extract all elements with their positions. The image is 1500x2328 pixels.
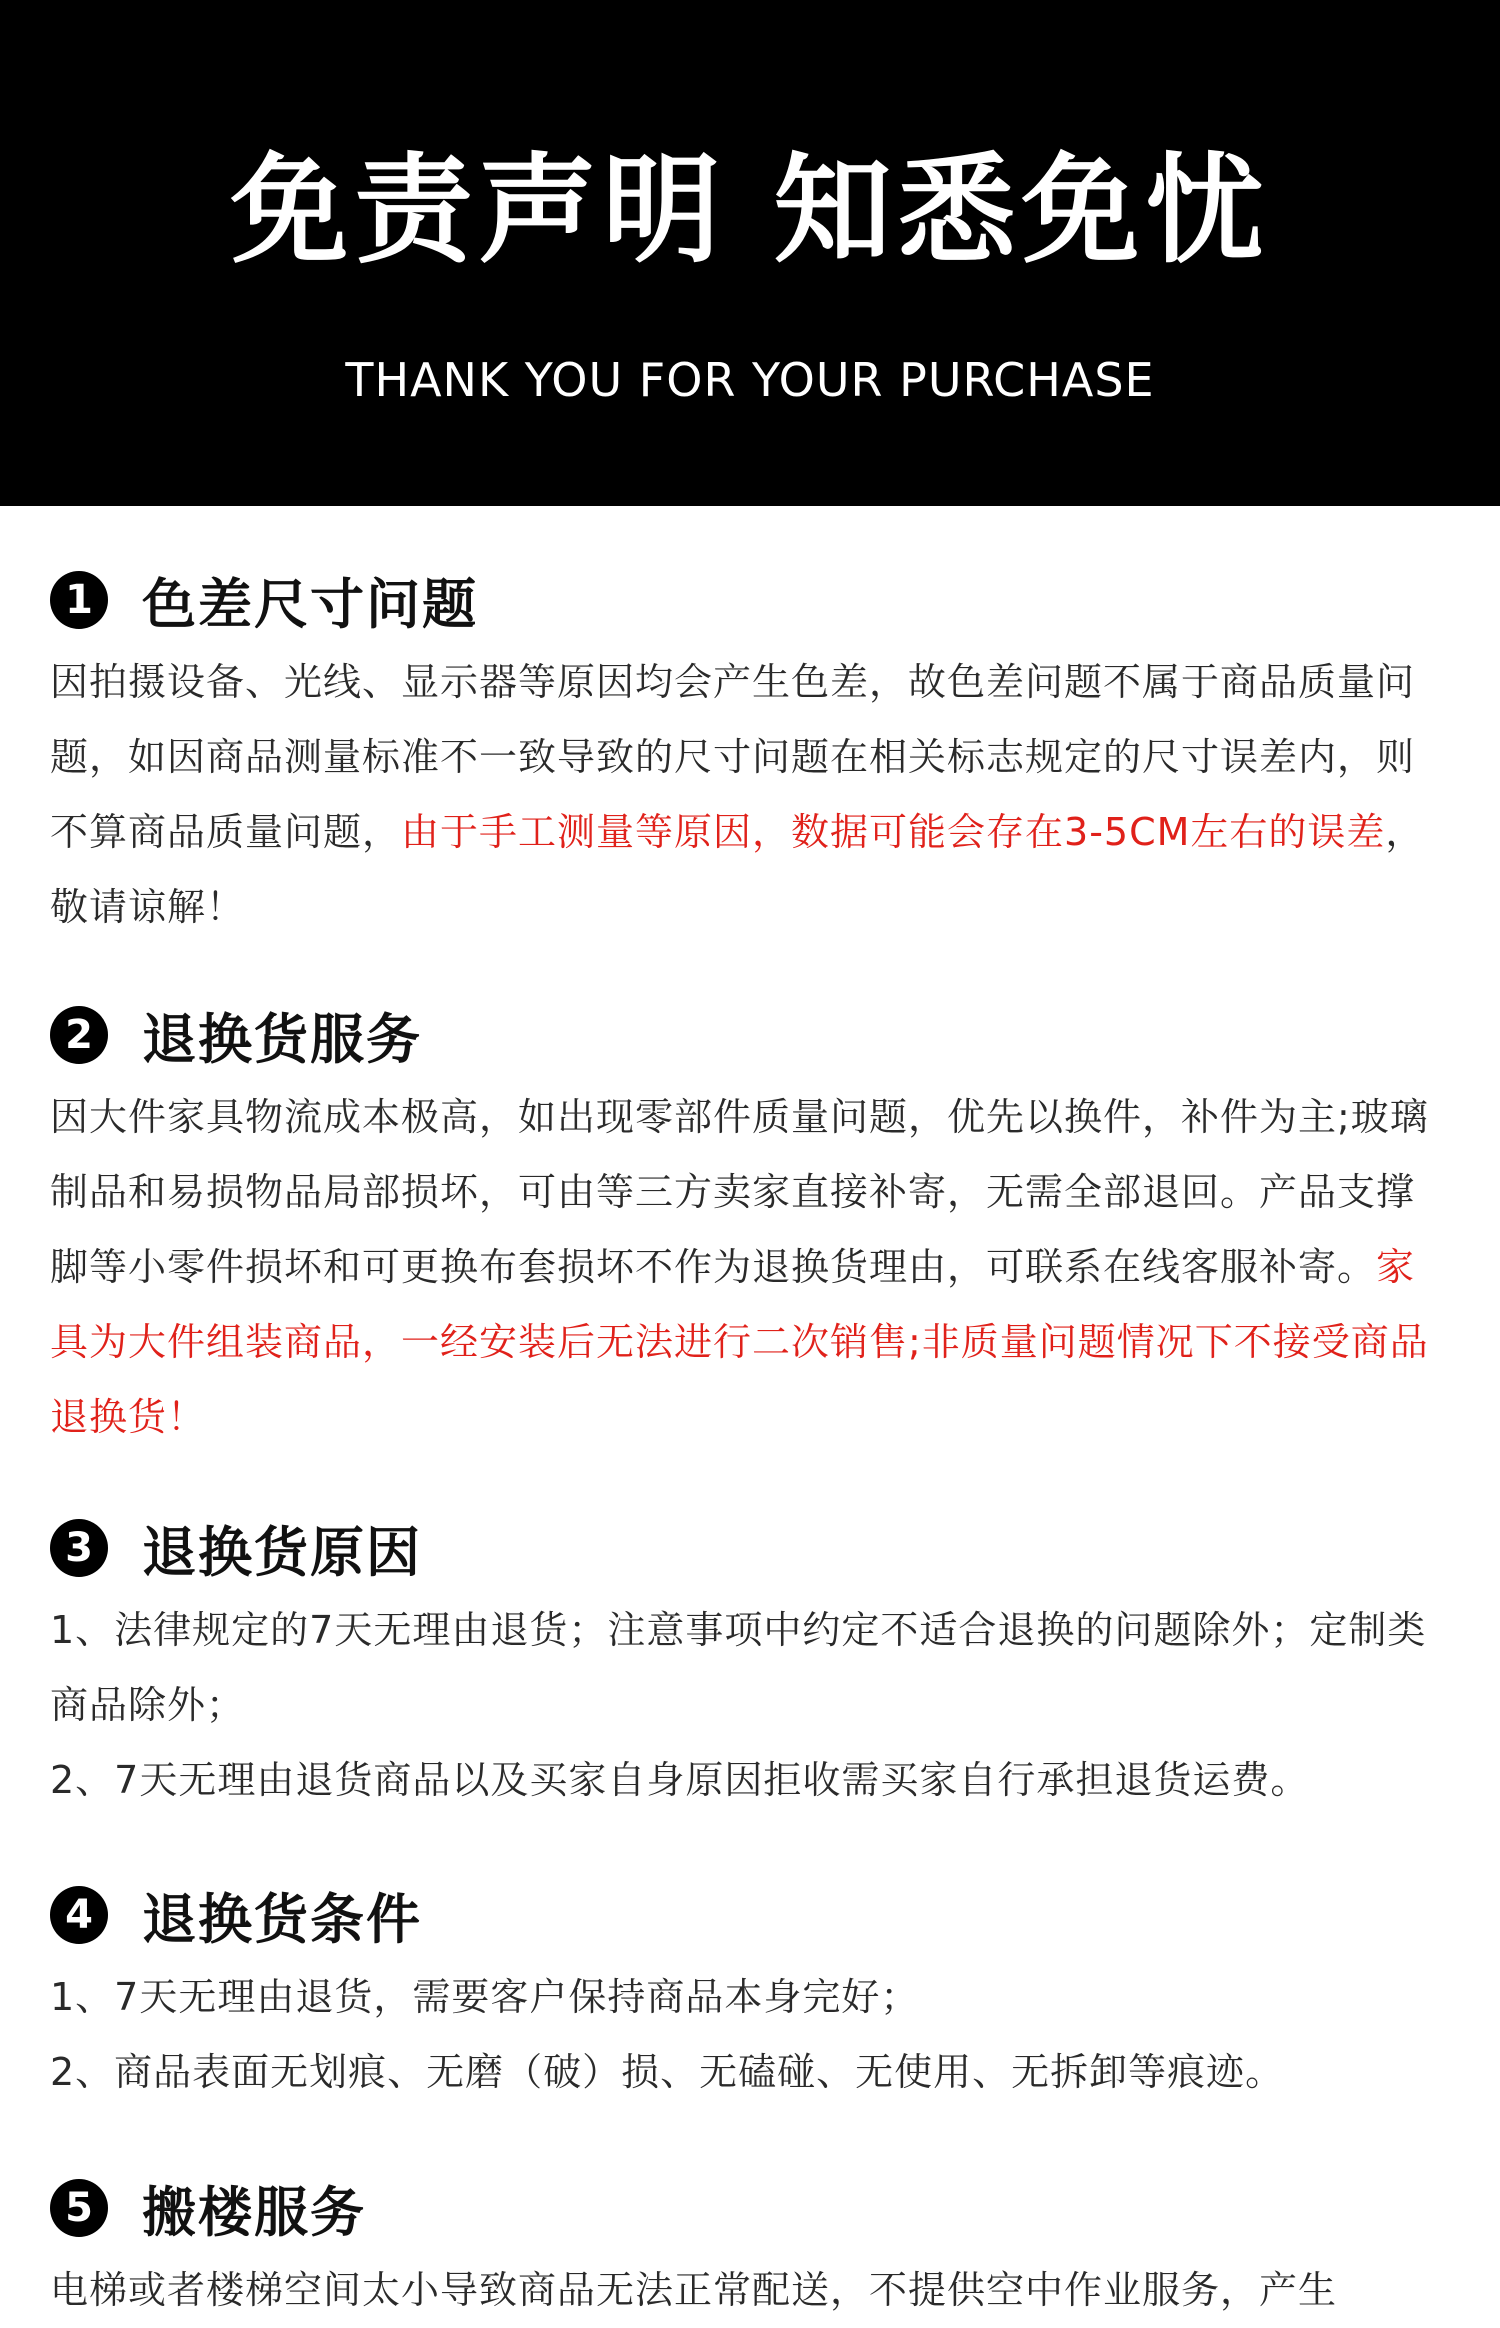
highlight-text: 由于手工测量等原因，数据可能会存在3-5CM左右的误差 [401, 810, 1386, 854]
section-text: 电梯或者楼梯空间太小导致商品无法正常配送，不提供空中作业服务，产生 [50, 2268, 1338, 2312]
section-title: 退换货服务 [142, 1007, 422, 1071]
section-heading [50, 990, 1450, 1080]
highlight-text: 家具为大件组装商品，一经安装后无法进行二次销售;非质量问题情况下不接受商品退换货！ [50, 1245, 1429, 1439]
section-title: 色差尺寸问题 [142, 572, 478, 636]
number-badge-icon: 1 [50, 571, 108, 629]
section-text [50, 645, 1450, 945]
number-badge-icon: 5 [50, 2179, 108, 2237]
section-title: 搬楼服务 [142, 2180, 366, 2244]
page-subtitle: THANK YOU FOR YOUR PURCHASE [345, 353, 1155, 407]
normal-text: 因大件家具物流成本极高，如出现零部件质量问题，优先以换件，补件为主;玻璃制品和易损物品局部损坏，可由等三方卖家直接补寄，无需全部退回。产品支撑脚等小零件损坏和可更换布套损坏不作为退换货理由，可联系在线客服补寄。 [50, 1095, 1429, 1289]
section-text [50, 1080, 1450, 1455]
list-item: 1、法律规定的7天无理由退货；注意事项中约定不适合退换的问题除外；定制类商品除外； [50, 1608, 1427, 1727]
section-heading [50, 1870, 1450, 1960]
section-heading [50, 1503, 1450, 1593]
section-heading [50, 555, 1450, 645]
list-item: 2、商品表面无划痕、无磨（破）损、无磕碰、无使用、无拆卸等痕迹。 [50, 2050, 1285, 2094]
section-stair-service [50, 2163, 1450, 2328]
page-title: 免责声明 知悉免忧 [230, 141, 1270, 279]
header-banner [0, 0, 1500, 506]
section-title: 退换货条件 [142, 1887, 422, 1951]
section-return-reasons [50, 1503, 1450, 1818]
normal-text: 因拍摄设备、光线、显示器等原因均会产生色差，故色差问题不属于商品质量问题，如因商品测量标准不一致导致的尺寸问题在相关标志规定的尺寸误差内，则不算商品质量问题， [50, 660, 1416, 854]
list-item: 2、7天无理由退货商品以及买家自身原因拒收需买家自行承担退货运费。 [50, 1758, 1310, 1802]
section-heading [50, 2163, 1450, 2253]
section-return-service [50, 990, 1450, 1455]
section-color-size [50, 555, 1450, 945]
number-badge-icon: 2 [50, 1006, 108, 1064]
list-item: 1、7天无理由退货，需要客户保持商品本身完好； [50, 1975, 920, 2019]
section-return-conditions [50, 1870, 1450, 2110]
normal-text-tail: ，敬请谅解！ [50, 810, 1425, 929]
section-title: 退换货原因 [142, 1520, 422, 1584]
number-badge-icon: 3 [50, 1519, 108, 1577]
number-badge-icon: 4 [50, 1886, 108, 1944]
